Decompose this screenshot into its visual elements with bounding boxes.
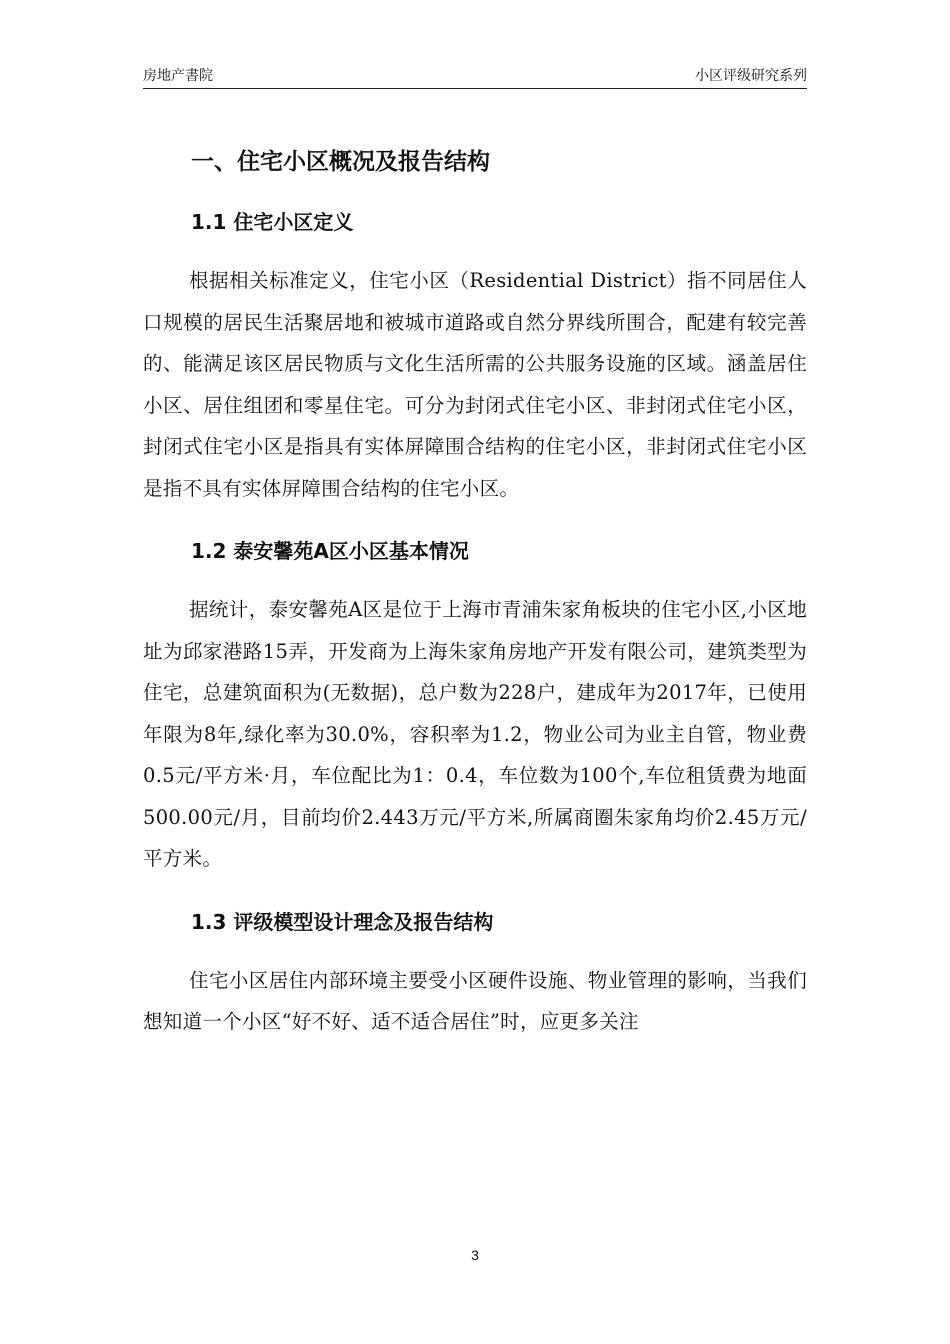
subsection-heading-1-3: 1.3 评级模型设计理念及报告结构	[191, 909, 494, 934]
subsection-heading-1-1: 1.1 住宅小区定义	[191, 210, 354, 234]
page-number: 3	[471, 1247, 479, 1263]
subsection-heading-1-2: 1.2 泰安馨苑A区小区基本情况	[191, 539, 469, 563]
section-heading-1: 一、住宅小区概况及报告结构	[191, 149, 490, 175]
header-series-title: 小区评级研究系列	[695, 68, 807, 84]
paragraph-basic-info: 据统计，泰安馨苑A区是位于上海市青浦朱家角板块的住宅小区,小区地址为邱家港路15弄，开发商为上海朱家角房地产开发有限公司，建筑类型为住宅，总建筑面积为(无数据)，总户数为228户，建成年为2017年，已使用年限为8年,绿化率为30.0%，容积率为1.2，物业公司为业主自管，物业费0.5元/平方米·月，车位配比为1：0.4，车位数为100个,车位租赁费为地面500.00元/月，目前均价2.443万元/平方米,所属商圈朱家角均价2.45万元/平方米。	[143, 598, 807, 870]
header-publisher: 房地产書院	[143, 68, 213, 84]
paragraph-definition: 根据相关标准定义，住宅小区（Residential District）指不同居住人口规模的居民生活聚居地和被城市道路或自然分界线所围合，配建有较完善的、能满足该区居民物质与文化生活所需的公共服务设施的区域。涵盖居住小区、居住组团和零星住宅。可分为封闭式住宅小区、非封闭式住宅小区，封闭式住宅小区是指具有实体屏障围合结构的住宅小区，非封闭式住宅小区是指不具有实体屏障围合结构的住宅小区。	[143, 269, 807, 500]
document-body	[143, 142, 807, 1067]
paragraph-model-design: 住宅小区居住内部环境主要受小区硬件设施、物业管理的影响，当我们想知道一个小区“好不好、适不适合居住”时，应更多关注	[143, 968, 807, 1033]
page-header	[143, 66, 807, 89]
